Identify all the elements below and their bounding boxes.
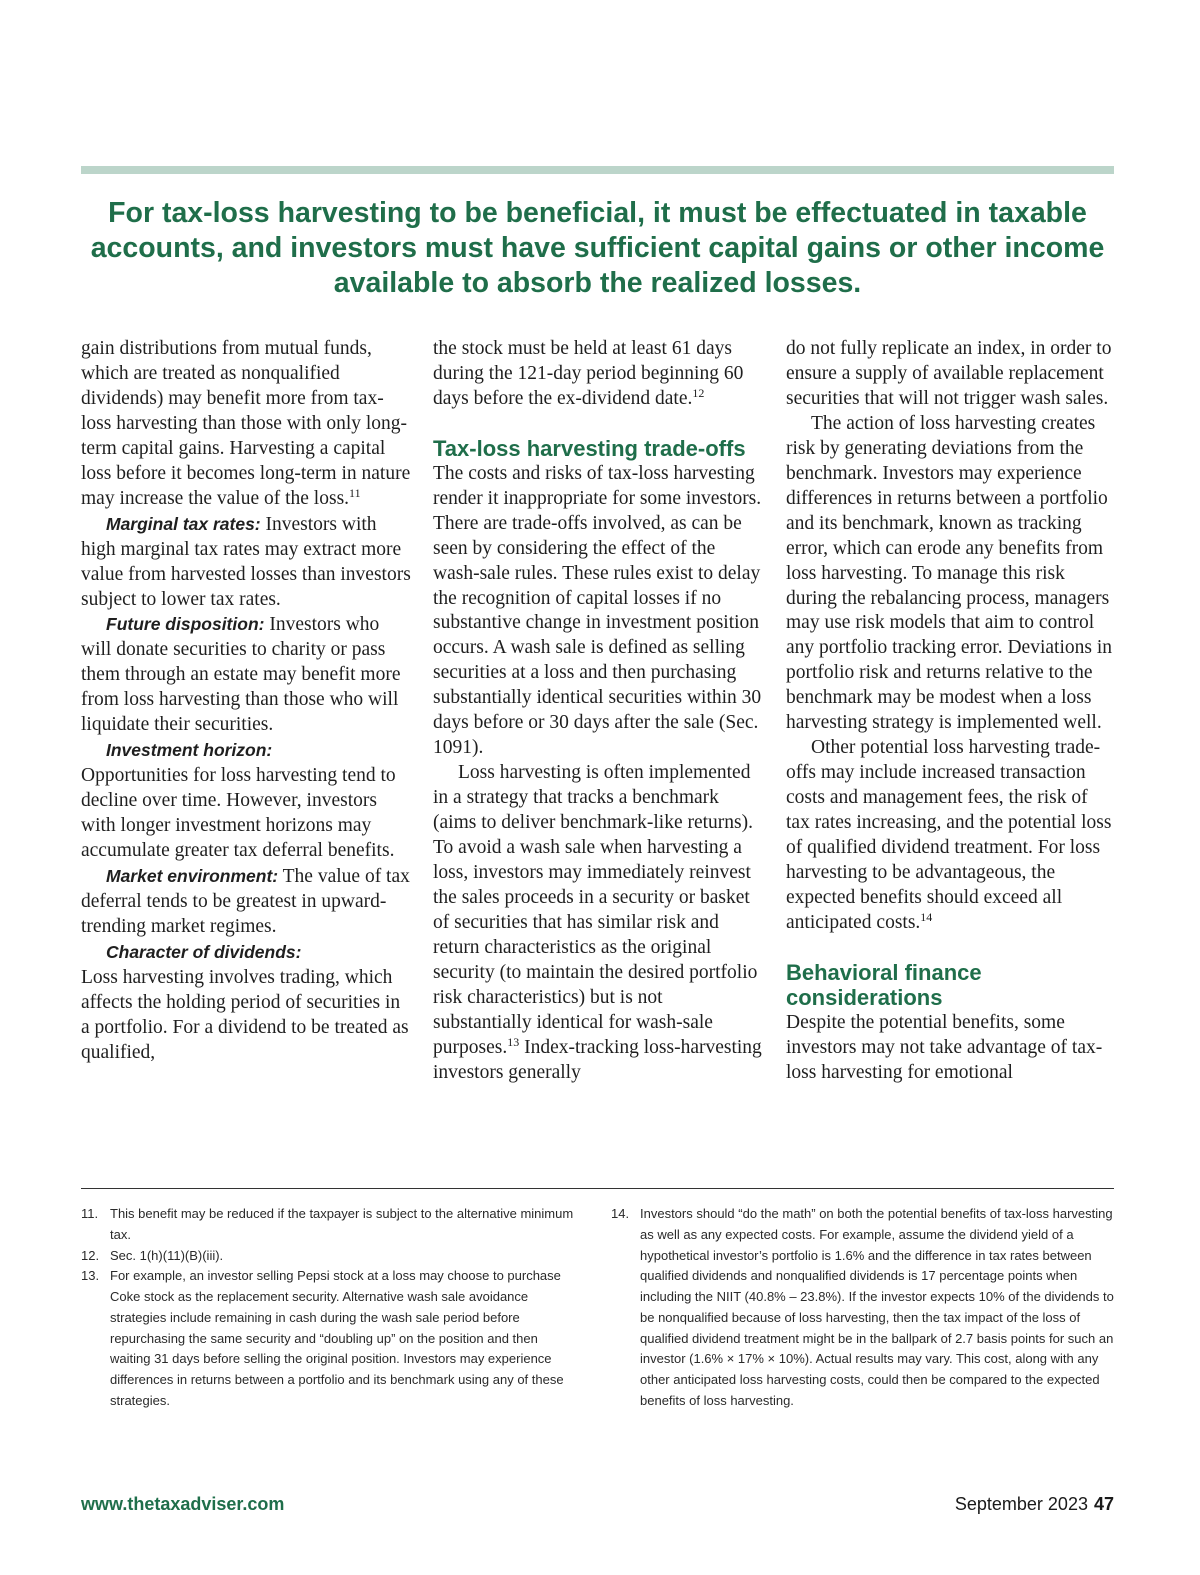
paragraph: Opportunities for loss harvesting tend to decline over time. However, investors with longer investment horizons may accumulate greater tax deferral benefits. bbox=[81, 765, 396, 862]
body-column-3 bbox=[786, 337, 1116, 1086]
footnote-ref[interactable]: 11 bbox=[349, 485, 361, 500]
footnote: 14. Investors should “do the math” on both the potential benefits of tax-loss harvesting as well as any expected costs. For example, assume the dividend yield of a hypothetical investor’s portfolio is 1.6% and the difference in tax rates between qualified dividends and nonqualified dividends is 17 percentage points when including the NIIT (40.8% – 23.8%). If the investor expects 10% of the dividends to be nonqualified because of loss harvesting, then the tax impact of the loss of qualified dividend treatment might be in the ballpark of 2.7 basis points for such an investor (1.6% × 17% × 10%). Actual results may vary. This cost, along with any other anticipated loss harvesting costs, could then be compared to the expected benefits of loss harvesting. bbox=[611, 1206, 1114, 1408]
footnote-ref[interactable]: 14 bbox=[920, 909, 933, 924]
paragraph: Other potential loss harvesting trade-offs may include increased transaction costs and management fees, the risk of tax rates increasing, and the potential loss of qualified dividend treatment. For loss harvesting to be advantageous, the expected benefits should exceed all anticipated costs.$^{14}$ bbox=[786, 737, 1112, 933]
section-heading: Tax-loss harvesting trade-offs bbox=[433, 435, 746, 461]
section-heading: Behavioral finance considerations bbox=[786, 959, 982, 1010]
footnote: 12. Sec. 1(h)(11)(B)(iii). bbox=[81, 1247, 224, 1263]
paragraph: The costs and risks of tax-loss harvesting render it inappropriate for some investors. There are trade-offs involved, as can be seen by considering the effect of the wash-sale rules. These rules exist to delay the recognition of capital losses if no substantive change in investment position occurs. A wash sale is defined as selling securities at a loss and then purchasing substantially identical securities within 30 days before or 30 days after the sale (Sec. 1091). bbox=[433, 462, 762, 759]
run-in-heading: Character of dividends: bbox=[106, 941, 302, 962]
footnote-divider bbox=[81, 1188, 1114, 1189]
footnotes-right bbox=[611, 1204, 1114, 1412]
paragraph: Future disposition: Investors who will donate securities to charity or pass them through an estate may benefit more from loss harvesting than those who will liquidate their securities. bbox=[81, 614, 401, 736]
body-column-2 bbox=[433, 337, 763, 1086]
paragraph: The action of loss harvesting creates risk by generating deviations from the benchmark. Investors may experience differences in returns between a portfolio and its benchmark, known as tracking error, which can erode any benefits from loss harvesting. To manage this risk during the rebalancing process, managers may use risk models that aim to control any portfolio tracking error. Deviations in portfolio risk and returns relative to the benchmark may be modest when a loss harvesting strategy is implemented well. bbox=[786, 412, 1112, 734]
pull-quote: For tax-loss harvesting to be beneficial, it must be effectuated in taxable accounts, and investors must have sufficient capital gains or other income available to absorb the realized losses. bbox=[90, 197, 1105, 299]
paragraph: do not fully replicate an index, in order to ensure a supply of available replacement securities that will not trigger wash sales. bbox=[786, 338, 1112, 409]
run-in-heading: Marginal tax rates: bbox=[106, 513, 261, 534]
page-footer bbox=[955, 1494, 1114, 1515]
paragraph: Loss harvesting is often implemented in a strategy that tracks a benchmark (aims to deliver benchmark-like returns). To avoid a wash sale when harvesting a loss, investors may immediately reinvest the sales proceeds in a security or basket of securities that has similar risk and return characteristics as the original security (to maintain the desired portfolio risk characteristics) but is not substantially identical for wash-sale purposes.$^{13}$ Index-tracking loss-harvesting investors generally bbox=[433, 762, 762, 1083]
paragraph: gain distributions from mutual funds, which are treated as nonqualified dividends) may benefit more from tax-loss harvesting than those with only long-term capital gains. Harvesting a capital loss before it becomes long-term in nature may increase the value of the loss.$^{11}$ bbox=[81, 338, 411, 509]
run-in-heading: Future disposition: bbox=[106, 614, 265, 635]
website-link[interactable]: www.thetaxadviser.com bbox=[81, 1494, 285, 1514]
run-in-heading: Market environment: bbox=[106, 866, 279, 887]
paragraph: Market environment: The value of tax deferral tends to be greatest in upward-trending market regimes. bbox=[81, 866, 410, 937]
issue-date: September 2023 bbox=[954, 1494, 1088, 1514]
run-in-heading: Investment horizon: bbox=[106, 740, 273, 761]
paragraph: Loss harvesting involves trading, which affects the holding period of securities in a portfolio. For a dividend to be treated as qualified, bbox=[81, 966, 409, 1063]
body-column-1 bbox=[81, 337, 411, 1066]
footnote-ref[interactable]: 13 bbox=[507, 1034, 520, 1049]
footnote: 13. For example, an investor selling Pepsi stock at a loss may choose to purchase Coke stock as the replacement security. Alternative wash sale avoidance strategies include remaining in cash during the wash sale period before repurchasing the same security and “doubling up” on the position and then waiting 31 days before selling the original position. Investors may experience differences in returns between a portfolio and its benchmark using any of these strategies. bbox=[81, 1268, 564, 1408]
page-number: 47 bbox=[1093, 1494, 1114, 1514]
footnotes-left bbox=[81, 1204, 581, 1412]
paragraph: the stock must be held at least 61 days during the 121-day period beginning 60 days before the ex-dividend date.$^{12}$ bbox=[433, 338, 744, 409]
paragraph: Marginal tax rates: Investors with high marginal tax rates may extract more value from harvested losses than investors subject to lower tax rates. bbox=[81, 513, 411, 610]
top-accent-rule bbox=[81, 166, 1114, 174]
footnote: 11. This benefit may be reduced if the taxpayer is subject to the alternative minimum tax. bbox=[81, 1206, 574, 1242]
footnote-ref[interactable]: 12 bbox=[692, 385, 705, 400]
paragraph: Despite the potential benefits, some investors may not take advantage of tax-loss harvesting for emotional bbox=[786, 1011, 1103, 1083]
